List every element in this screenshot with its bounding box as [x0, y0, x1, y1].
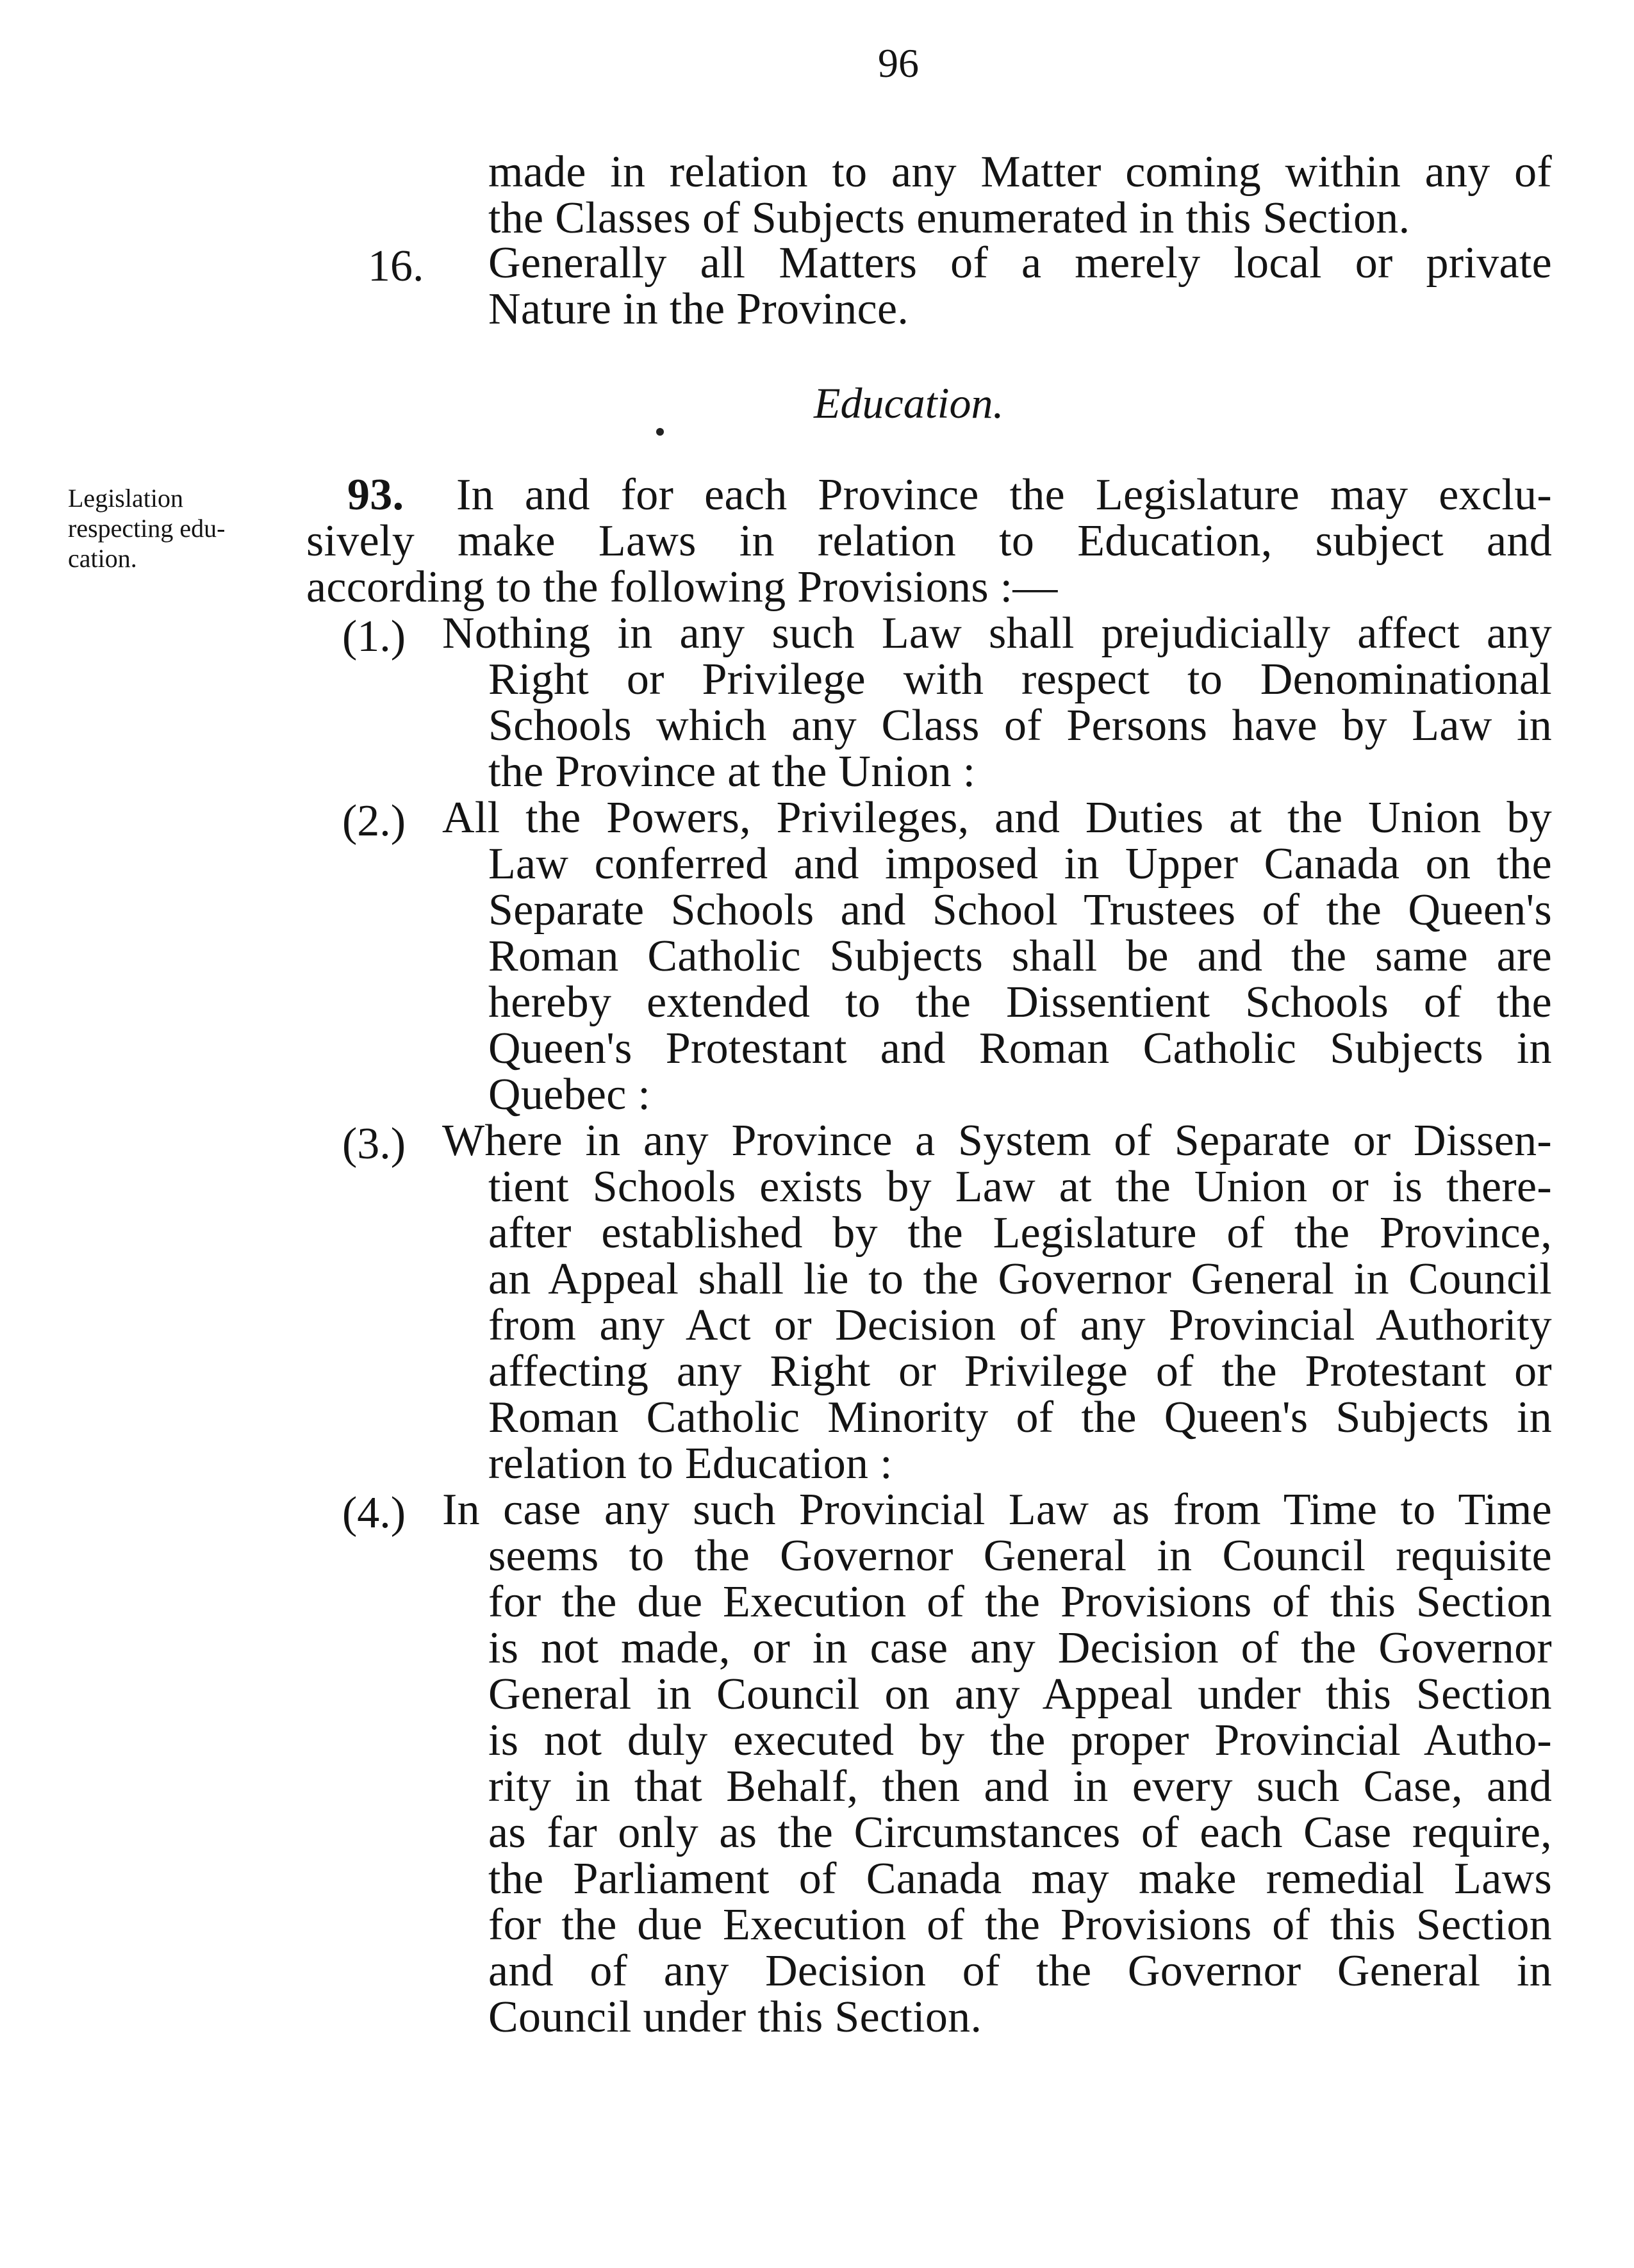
text-line: Queen's Protestant and Roman Catholic Subjects in — [488, 1024, 1552, 1073]
text-line: Right or Privilege with respect to Denominational — [488, 655, 1552, 704]
text-line: an Appeal shall lie to the Governor General in Council — [488, 1254, 1552, 1304]
text-line: the Parliament of Canada may make remedial Laws — [488, 1854, 1552, 1903]
text-line: Law conferred and imposed in Upper Canada on the — [488, 839, 1552, 889]
text-line: made in relation to any Matter coming within any of — [488, 147, 1552, 197]
item-number: 16. — [368, 242, 424, 291]
text-line: relation to Education : — [488, 1439, 893, 1488]
provision-number: (4.) — [342, 1488, 406, 1538]
section-heading: Education. — [814, 379, 1004, 427]
text-line: In case any such Provincial Law as from Time to Time — [442, 1485, 1552, 1534]
text-line: is not made, or in case any Decision of the Governor — [488, 1623, 1552, 1673]
text-line: Nature in the Province. — [488, 284, 909, 334]
text-line: hereby extended to the Dissentient Schools of the — [488, 978, 1552, 1027]
margin-note-line: cation. — [68, 544, 137, 573]
provision-number: (1.) — [342, 612, 406, 661]
margin-note-line: respecting edu- — [68, 514, 226, 543]
section-number: 93. — [347, 470, 404, 520]
text-line: the Classes of Subjects enumerated in this Section. — [488, 193, 1410, 243]
text-line: General in Council on any Appeal under this Section — [488, 1670, 1552, 1719]
page-number: 96 — [878, 40, 919, 86]
text-line: rity in that Behalf, then and in every such Case, and — [488, 1762, 1552, 1811]
text-line: the Province at the Union : — [488, 747, 976, 796]
text-line: Roman Catholic Minority of the Queen's Subjects in — [488, 1393, 1552, 1442]
text-line: Quebec : — [488, 1070, 651, 1119]
text-line: Schools which any Class of Persons have by Law in — [488, 701, 1552, 750]
text-line: seems to the Governor General in Council requisite — [488, 1531, 1552, 1581]
text-line: affecting any Right or Privilege of the Protestant or — [488, 1347, 1552, 1396]
text-line: Generally all Matters of a merely local or private — [488, 238, 1552, 288]
text-line: according to the following Provisions :— — [306, 563, 1058, 612]
text-line: Where in any Province a System of Separate or Dissen- — [442, 1116, 1552, 1165]
text-line: for the due Execution of the Provisions of this Section — [488, 1900, 1552, 1950]
provision-number: (3.) — [342, 1119, 406, 1169]
text-line: after established by the Legislature of the Province, — [488, 1208, 1552, 1258]
text-line: tient Schools exists by Law at the Union or is there- — [488, 1162, 1552, 1212]
provision-number: (2.) — [342, 796, 406, 846]
text-line: from any Act or Decision of any Provincial Authority — [488, 1301, 1552, 1350]
text-line: Separate Schools and School Trustees of the Queen's — [488, 885, 1552, 935]
text-line: In and for each Province the Legislature may exclu- — [456, 470, 1552, 520]
text-line: is not duly executed by the proper Provincial Autho- — [488, 1716, 1552, 1765]
text-line: sively make Laws in relation to Education, subject and — [306, 516, 1552, 566]
text-line: and of any Decision of the Governor General in — [488, 1946, 1552, 1996]
text-line: Council under this Section. — [488, 1993, 982, 2042]
margin-note-line: Legislation — [68, 484, 183, 513]
bullet-mark — [656, 428, 664, 436]
text-line: Roman Catholic Subjects shall be and the same are — [488, 932, 1552, 981]
text-line: as far only as the Circumstances of each Case require, — [488, 1808, 1552, 1857]
text-line: Nothing in any such Law shall prejudicially affect any — [442, 609, 1552, 658]
text-line: All the Powers, Privileges, and Duties at the Union by — [442, 793, 1552, 842]
text-line: for the due Execution of the Provisions of this Section — [488, 1577, 1552, 1627]
